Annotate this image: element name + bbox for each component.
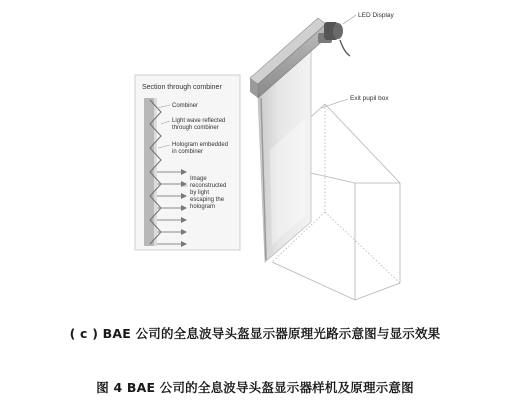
inset-title: Section through combiner	[142, 84, 222, 91]
label-led-display: LED Display	[358, 12, 394, 19]
box-bottom-front-edges	[272, 262, 400, 300]
led-lens	[333, 23, 343, 39]
figure-caption: 图 4 BAE 公司的全息波导头盔显示器样机及原理示意图	[96, 380, 414, 395]
label-image: Image reconstructed by light escaping the hologram	[190, 176, 227, 210]
subfigure-caption: ( c ) BAE 公司的全息波导头盔显示器原理光路示意图与显示效果	[69, 326, 441, 341]
label-hologram: Hologram embedded in combiner	[172, 142, 229, 155]
label-combiner: Combiner	[172, 103, 199, 109]
combiner-plate	[144, 98, 154, 246]
combiner-plate-edge	[154, 98, 157, 246]
label-light-wave: Light wave reflected through combiner	[172, 118, 226, 131]
inset-panel	[135, 75, 240, 250]
box-back-bottom-edge-right	[325, 212, 400, 283]
leader-led	[343, 15, 356, 24]
label-exit-pupil: Exit pupil box	[350, 95, 389, 102]
led-cable	[340, 40, 350, 56]
